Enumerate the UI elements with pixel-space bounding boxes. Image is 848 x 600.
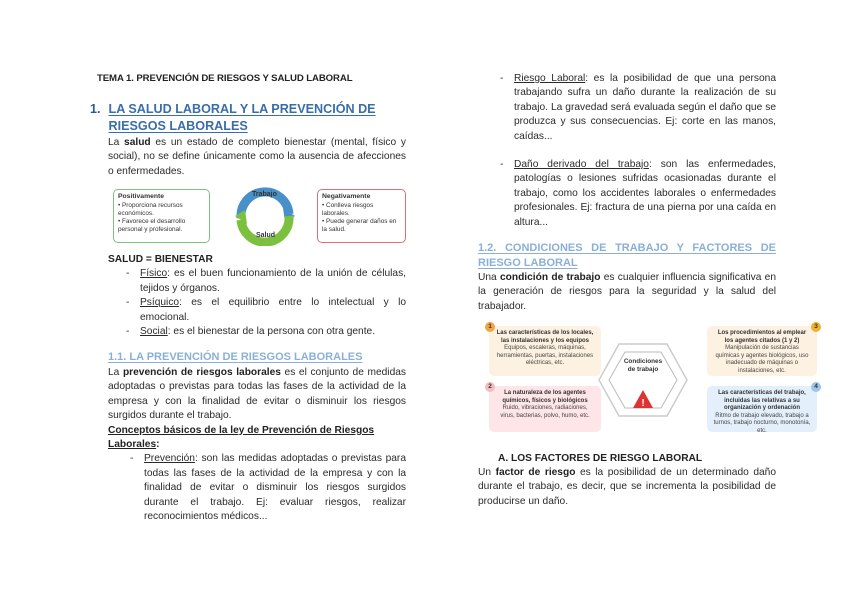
concept-dano-derivado: - Daño derivado del trabajo: son las enfermedades, patologías o lesiones sufridas ocasionadas durante el trabajo, como los accidentes laborales o enfermedades profesionales. Ej: fractura de una pierna por una caída en altura... (500, 159, 776, 228)
condicion-definition: Una condición de trabajo es cualquier influencia significativa en la generación de riesgos para la seguridad y la salud del trabajador. (478, 272, 776, 312)
bienestar-item-fisico: - Físico: es el buen funcionamiento de la unión de células, tejidos y órganos. (126, 268, 406, 294)
right-concepts (498, 72, 776, 230)
section-1-2 (478, 241, 776, 314)
cycle-label-salud: Salud (256, 232, 276, 239)
negative-item: • Puede generar daños en la salud. (322, 218, 397, 233)
bienestar-item-psiquico: - Psíquico: es el equilibrio entre lo intelectual y lo emocional. (126, 297, 406, 323)
svg-text:!: ! (641, 398, 645, 409)
subsection-a-title: A. LOS FACTORES DE RIESGO LABORAL (498, 453, 703, 464)
condition-card-2: La naturaleza de los agentes químicos, físicos y biológicos Ruido, vibraciones, radiaciones, virus, bacterias, polvo, humo, etc. (489, 386, 601, 432)
center-label: Condiciones de trabajo (623, 358, 663, 373)
concepts-heading: Conceptos básicos de la ley de Prevención de Riesgos Laborales: (108, 424, 375, 451)
section-1-1 (108, 350, 406, 524)
section-1-heading (90, 101, 410, 135)
negative-box (317, 189, 406, 243)
badge-2: 2 (485, 382, 495, 392)
salud-definition: La salud es un estado de completo bienestar (mental, físico y social), no se define únicamente como la ausencia de afecciones o enfermedades. (108, 137, 406, 177)
condition-card-3: Los procedimientos al emplear los agentes citados (1 y 2) Manipulación de sustancias químicas y agentes biológicos, uso inadecuado de máquinas o instalaciones, etc. (707, 326, 817, 376)
positive-item: • Proporciona recursos económicos. (118, 202, 183, 217)
hexagon-connector-icon (597, 340, 689, 420)
positive-title: Positivamente (118, 193, 165, 200)
section-1-number: 1. (90, 102, 101, 116)
badge-1: 1 (485, 322, 495, 332)
cycle-label-trabajo: Trabajo (252, 191, 277, 198)
bienestar-heading: SALUD = BIENESTAR (108, 254, 213, 265)
condition-card-1: Las características de los locales, las instalaciones y los equipos Equipos, escaleras, máquinas, herramientas, puertas, instalaciones eléctricas, etc. (489, 326, 601, 376)
negative-item: • Conlleva riesgos laborales. (322, 202, 374, 217)
factor-riesgo-definition: Un factor de riesgo es la posibilidad de un determinado daño durante el trabajo, es decir, que se incrementa la posibilidad de producirse un daño. (478, 467, 777, 507)
section-1-2-title: 1.2. CONDICIONES DE TRABAJO Y FACTORES DE RIESGO LABORAL (478, 242, 776, 269)
bienestar-section (108, 253, 406, 339)
positive-item: • Favorece el desarrollo personal y profesional. (118, 218, 186, 233)
conditions-diagram (483, 320, 825, 438)
negative-title: Negativamente (322, 193, 371, 200)
salud-trabajo-diagram (113, 186, 407, 246)
badge-3: 3 (811, 322, 821, 332)
concept-prevencion: - Prevención: son las medidas adoptadas o previstas para todas las fases de la actividad de la empresa y con la finalidad de evitar o disminuir los riesgos surgidos durante el trabajo. Ej: evaluar riesgos, realizar reconocimientos médicos... (130, 453, 406, 523)
concept-riesgo-laboral: - Riesgo Laboral: es la posibilidad de que una persona trabajando sufra un daño durante la realización de su trabajo. La gravedad será evaluada según el daño que se produzca y sus consecuencias. Ej: corte en las manos, caídas... (500, 73, 776, 142)
positive-box (113, 189, 210, 243)
section-1-1-title: 1.1. LA PREVENCIÓN DE RIESGOS LABORALES (108, 351, 363, 363)
badge-4: 4 (811, 382, 821, 392)
topic-title: TEMA 1. PREVENCIÓN DE RIESGOS Y SALUD LABORAL (97, 73, 353, 84)
bienestar-item-social: - Social: es el bienestar de la persona con otra gente. (126, 326, 376, 338)
condition-card-4: Las características del trabajo, incluidas las relativas a su organización y ordenación Ritmo de trabajo elevado, trabajo a turnos, trabajo nocturno, monotonía, etc. (707, 386, 817, 432)
prevencion-definition: La prevención de riesgos laborales es el conjunto de medidas adoptadas o previstas para todas las fases de la actividad de la empresa y con la finalidad de evitar o disminuir los riesgos surgidos durante el trabajo. (108, 367, 406, 422)
subsection-a (478, 452, 776, 509)
section-1-title: LA SALUD LABORAL Y LA PREVENCIÓN DE RIESGOS LABORALES (108, 102, 376, 133)
